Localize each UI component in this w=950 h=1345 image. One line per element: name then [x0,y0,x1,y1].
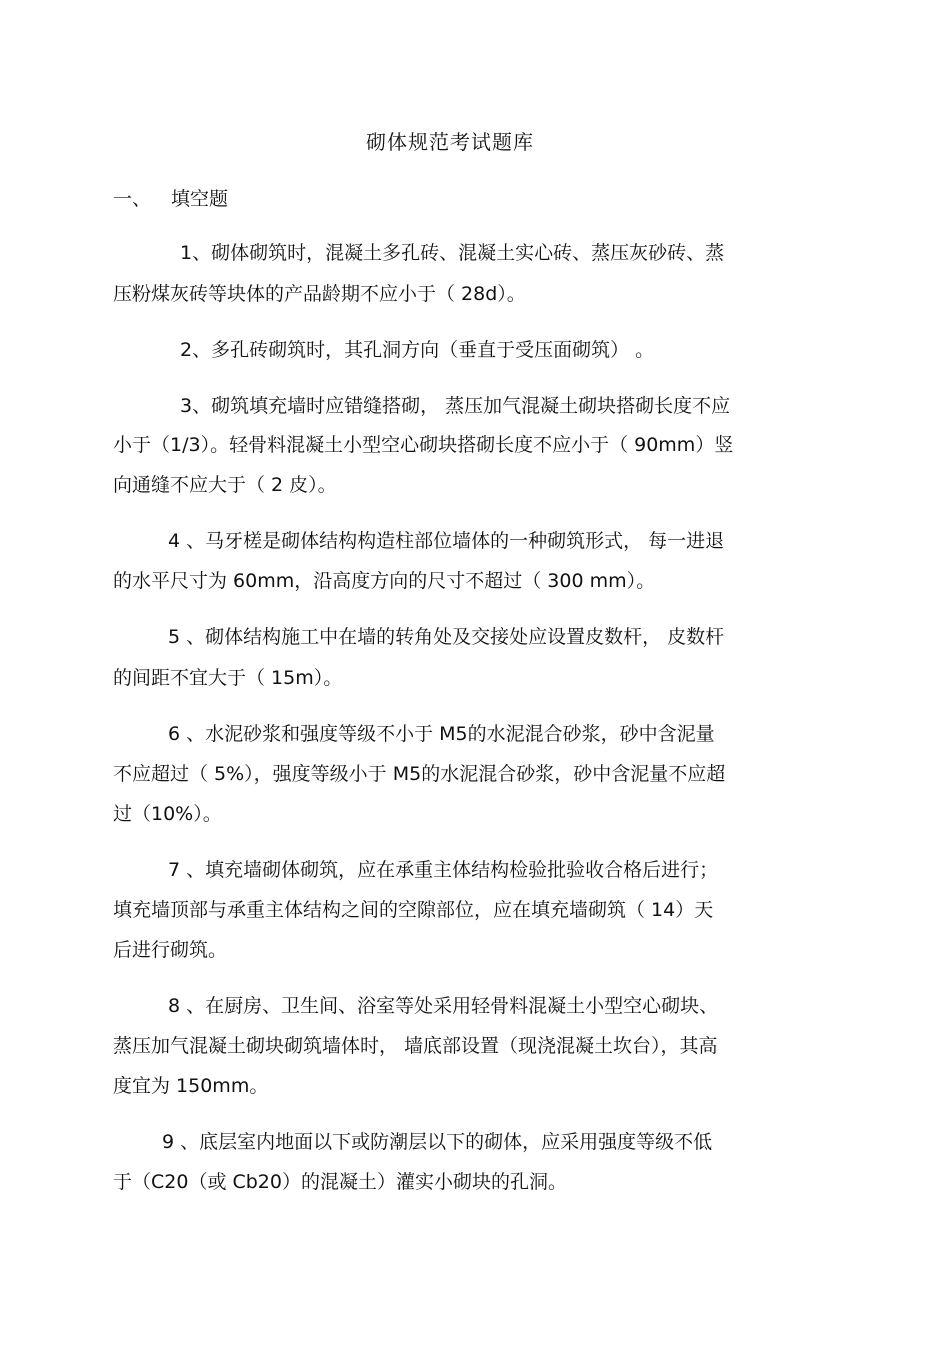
question-2-line-1: 2、多孔砖砌筑时，其孔洞方向（垂直于受压面砌筑） 。 [180,339,655,361]
question-4-line-1: 4 、马牙槎是砌体结构构造柱部位墙体的一种砌筑形式， 每一进退 [168,530,725,552]
question-3-line-2: 小于（1/3）。轻骨料混凝土小型空心砌块搭砌长度不应小于（ 90mm）竖 [113,434,734,456]
question-8-line-2: 蒸压加气混凝土砌块砌筑墙体时， 墙底部设置（现浇混凝土坎台），其高 [113,1035,718,1057]
section-number: 一、 [113,188,152,210]
question-9-line-2: 于（C20（或 Cb20）的混凝土）灌实小砌块的孔洞。 [113,1171,567,1193]
question-3-line-1: 3、砌筑填充墙时应错缝搭砌， 蒸压加气混凝土砌块搭砌长度不应 [180,395,731,417]
question-5-line-1: 5 、砌体结构施工中在墙的转角处及交接处应设置皮数杆， 皮数杆 [168,626,725,648]
page-title: 砌体规范考试题库 [366,130,534,154]
section-heading-text: 填空题 [171,188,229,210]
question-7-line-3: 后进行砌筑。 [113,939,228,961]
question-3-line-3: 向通缝不应大于（ 2 皮）。 [113,474,337,496]
question-8-line-1: 8 、在厨房、卫生间、浴室等处采用轻骨料混凝土小型空心砌块、 [168,995,719,1017]
question-6-line-1: 6 、水泥砂浆和强度等级不小于 M5的水泥混合砂浆，砂中含泥量 [168,723,715,745]
question-7-line-1: 7 、填充墙砌体砌筑，应在承重主体结构检验批验收合格后进行； [168,859,719,881]
question-7-line-2: 填充墙顶部与承重主体结构之间的空隙部位，应在填充墙砌筑（ 14）天 [113,899,714,921]
question-1-line-2: 压粉煤灰砖等块体的产品龄期不应小于（ 28d）。 [113,283,526,305]
question-6-line-3: 过（10%）。 [113,803,222,825]
question-5-line-2: 的间距不宜大于（ 15m）。 [113,667,343,689]
question-6-line-2: 不应超过（ 5%），强度等级小于 M5的水泥混合砂浆，砂中含泥量不应超 [113,763,726,785]
section-heading [113,184,228,211]
question-4-line-2: 的水平尺寸为 60mm，沿高度方向的尺寸不超过（ 300 mm）。 [113,570,656,592]
question-8-line-3: 度宜为 150mm。 [113,1075,269,1097]
question-9-line-1: 9 、底层室内地面以下或防潮层以下的砌体，应采用强度等级不低 [162,1131,713,1153]
question-1-line-1: 1、砌体砌筑时，混凝土多孔砖、混凝土实心砖、蒸压灰砂砖、蒸 [180,242,725,264]
